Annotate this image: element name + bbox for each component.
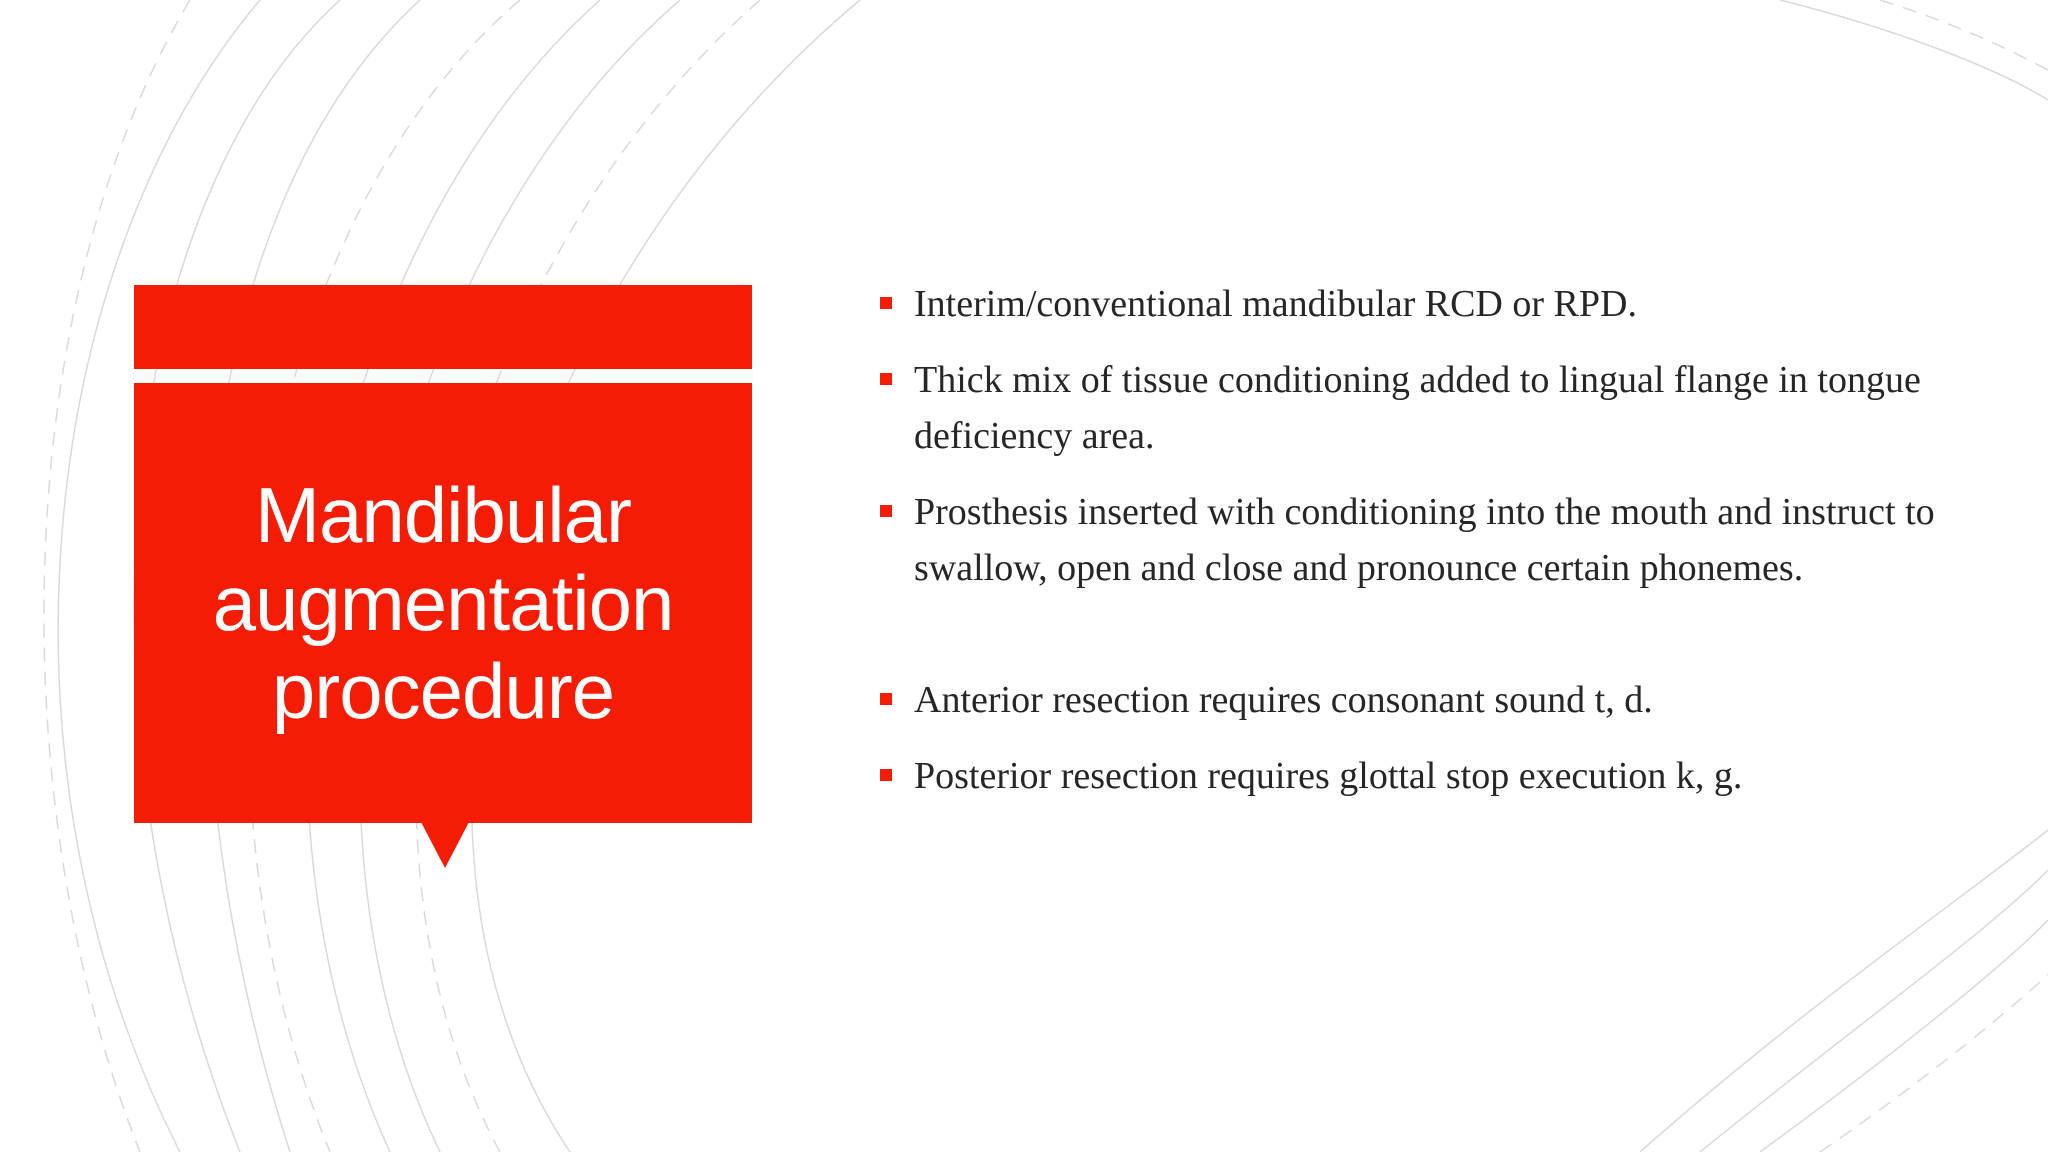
arc-line bbox=[1780, 0, 2048, 100]
square-bullet-icon bbox=[880, 505, 892, 517]
bullet-item bbox=[876, 672, 1956, 728]
square-bullet-icon bbox=[880, 693, 892, 705]
arc-line bbox=[1760, 920, 2048, 1152]
bullet-text: Anterior resection requires consonant sound t, d. bbox=[914, 679, 1653, 721]
bullet-item bbox=[876, 352, 1956, 464]
bullet-item bbox=[876, 276, 1956, 332]
bullet-text: Prosthesis inserted with conditioning into the mouth and instruct to swallow, open and close and pronounce certain phonemes. bbox=[914, 491, 1935, 589]
title-accent-bar bbox=[134, 285, 752, 369]
square-bullet-icon bbox=[880, 297, 892, 309]
bullet-item bbox=[876, 484, 1956, 596]
arc-line bbox=[1700, 870, 2048, 1152]
arc-line bbox=[1640, 830, 2048, 1152]
slide-title: Mandibular augmentation procedure bbox=[212, 471, 674, 735]
square-bullet-icon bbox=[880, 769, 892, 781]
bullet-text: Posterior resection requires glottal stop execution k, g. bbox=[914, 755, 1743, 797]
bullet-text: Thick mix of tissue conditioning added to lingual flange in tongue deficiency area. bbox=[914, 359, 1921, 457]
arc-line bbox=[1820, 975, 2048, 1152]
bullet-list bbox=[876, 276, 1956, 824]
bullet-text: Interim/conventional mandibular RCD or RPD. bbox=[914, 283, 1637, 325]
title-callout-box bbox=[134, 383, 752, 823]
title-callout-pointer bbox=[421, 822, 469, 868]
bullet-item bbox=[876, 748, 1956, 804]
square-bullet-icon bbox=[880, 373, 892, 385]
